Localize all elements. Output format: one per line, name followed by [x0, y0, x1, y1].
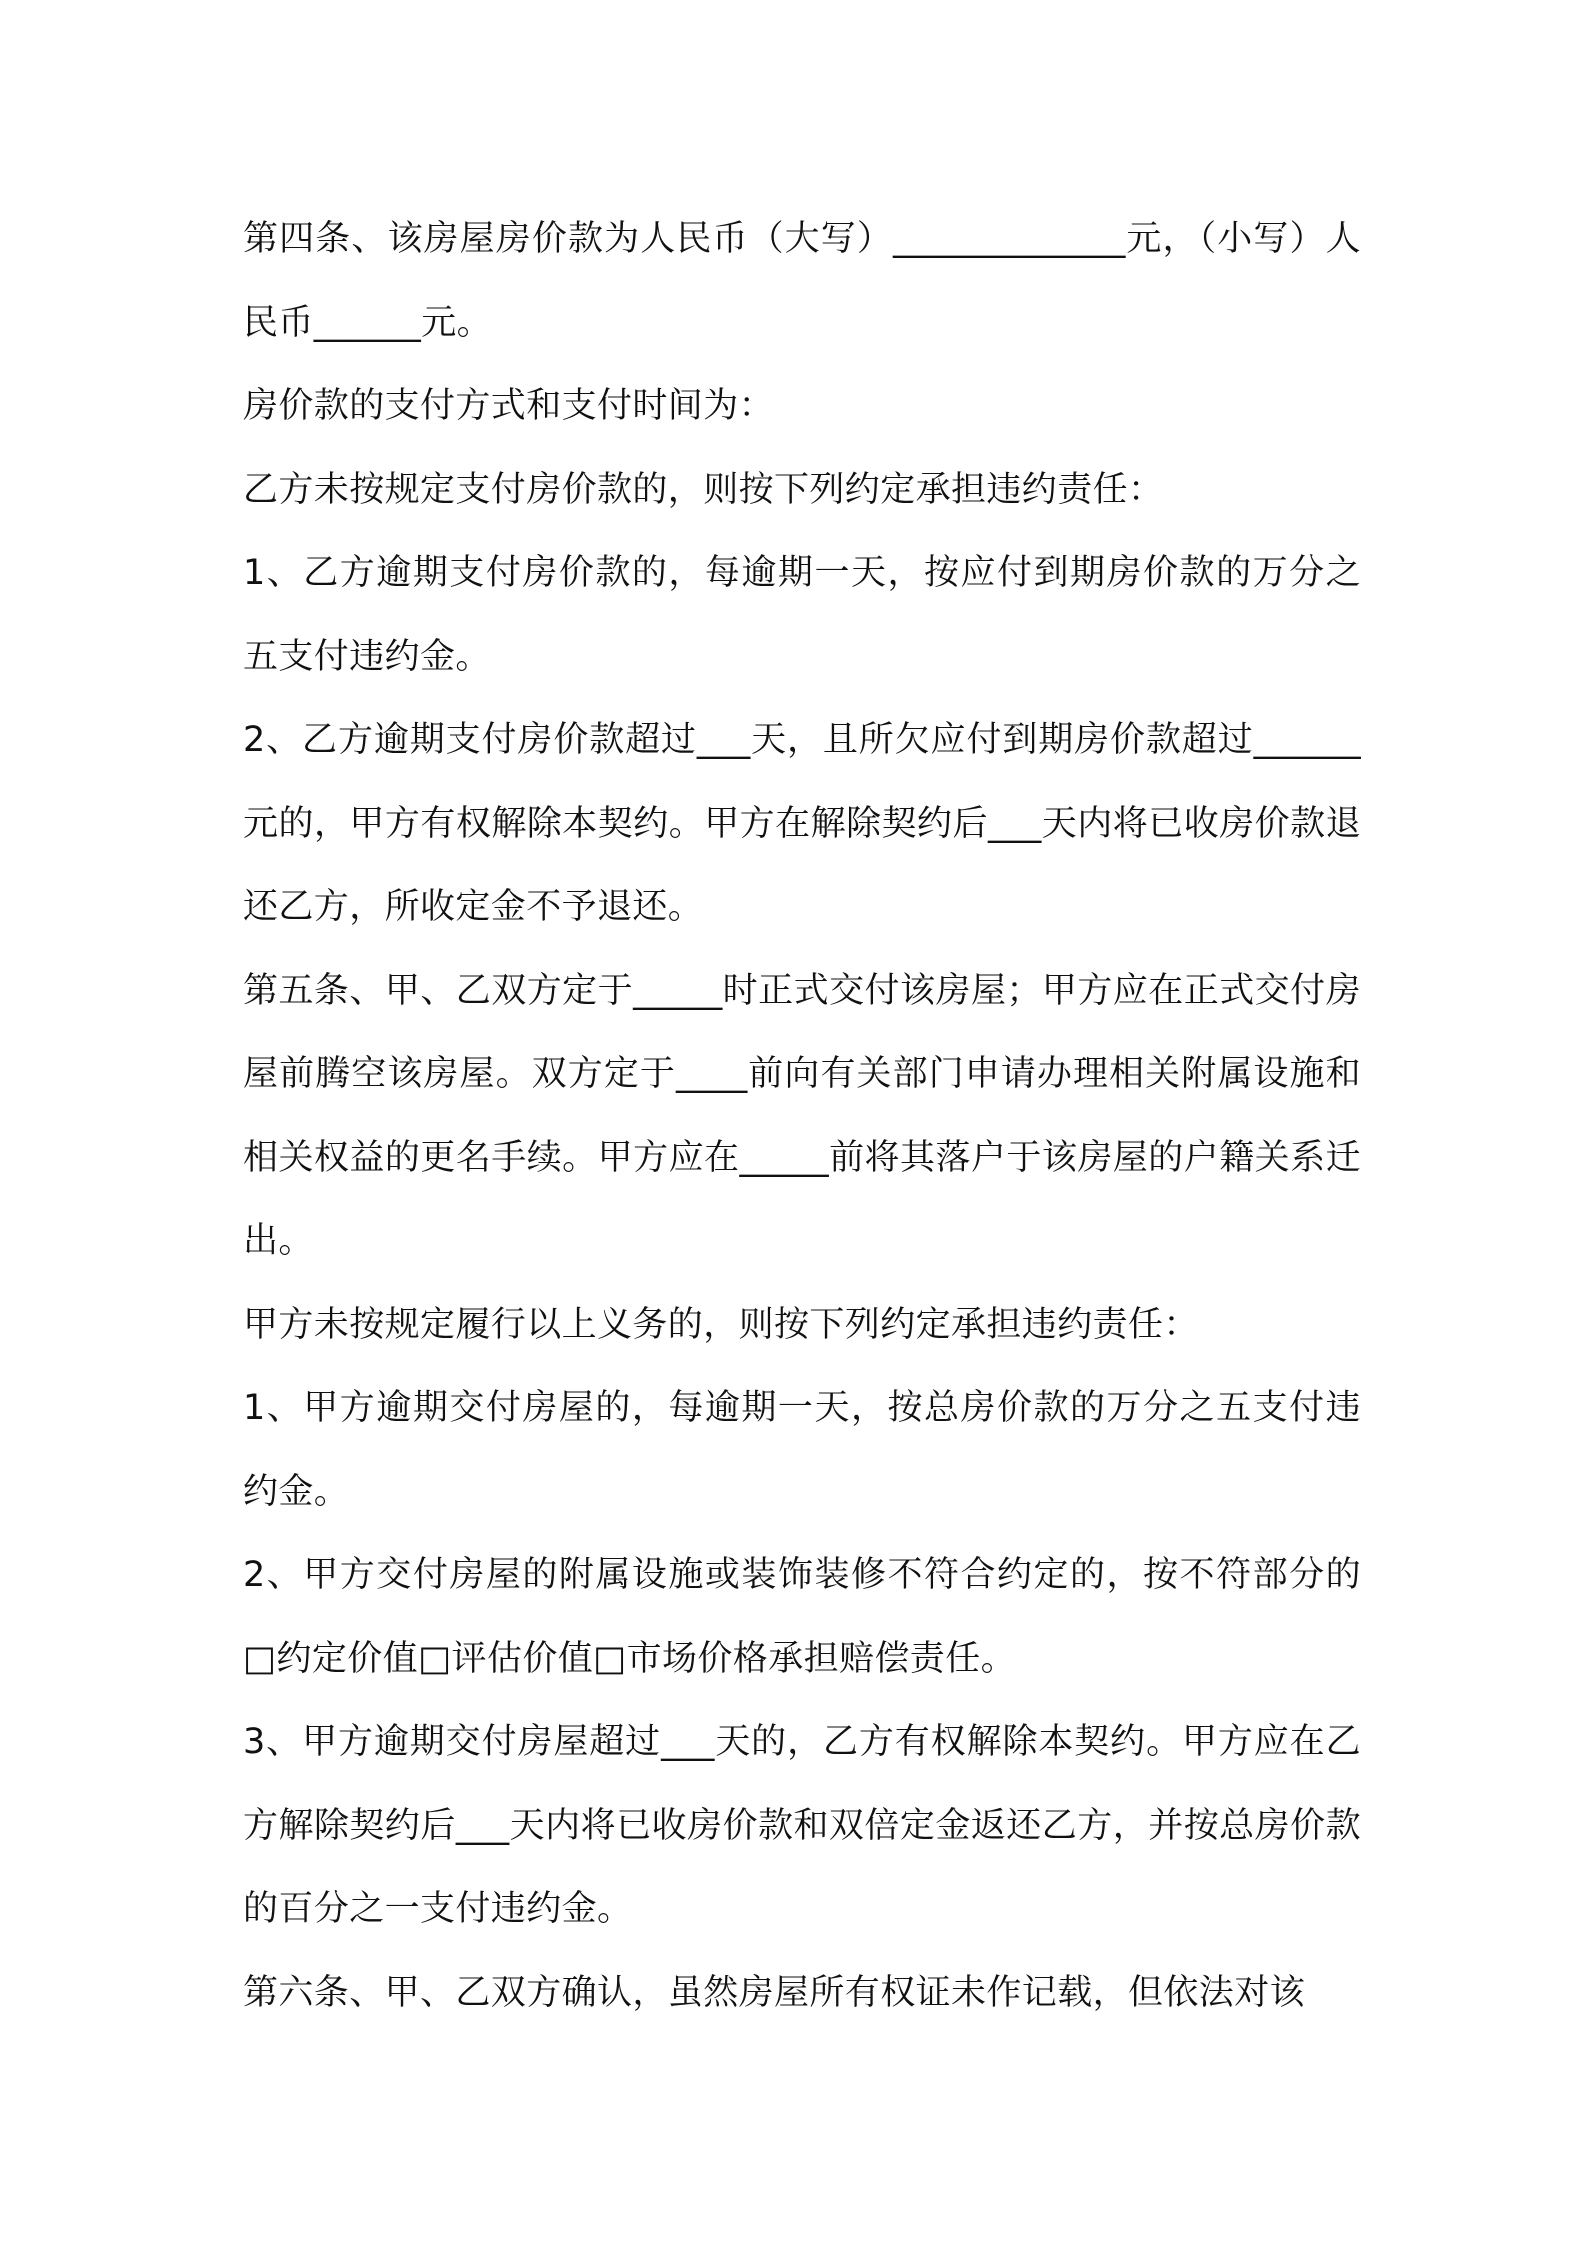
- seller-liability-item-1: 1、甲方逾期交付房屋的，每逾期一天，按总房价款的万分之五支付违约金。: [243, 1388, 1361, 1512]
- article-5-delivery-paragraph: 第五条、甲、乙双方定于_____时正式交付该房屋；甲方应在正式交付房屋前腾空该房屋。双方定于____前向有关部门申请办理相关附属设施和相关权益的更名手续。甲方应在_____前将其落户于该房屋的户籍关系迁出。: [243, 970, 1361, 1261]
- payment-method-paragraph: 房价款的支付方式和支付时间为：: [243, 386, 775, 426]
- article-4-price-paragraph: 第四条、该房屋房价款为人民币（大写）_____________元，（小写）人民币______元。: [243, 219, 1361, 343]
- seller-liability-item-2: 2、甲方交付房屋的附属设施或装饰装修不符合约定的，按不符部分的□约定价值□评估价值□市场价格承担赔偿责任。: [243, 1555, 1361, 1679]
- seller-liability-intro-paragraph: 甲方未按规定履行以上义务的，则按下列约定承担违约责任：: [243, 1304, 1199, 1345]
- seller-liability-item-3: 3、甲方逾期交付房屋超过___天的，乙方有权解除本契约。甲方应在乙方解除契约后___天内将已收房价款和双倍定金返还乙方，并按总房价款的百分之一支付违约金。: [243, 1722, 1361, 1929]
- contract-body: [243, 198, 1361, 2035]
- article-6-paragraph: 第六条、甲、乙双方确认，虽然房屋所有权证未作记载，但依法对该: [243, 1972, 1306, 2013]
- buyer-liability-intro-paragraph: 乙方未按规定支付房价款的，则按下列约定承担违约责任：: [243, 469, 1164, 510]
- buyer-liability-item-2: 2、乙方逾期支付房价款超过___天，且所欠应付到期房价款超过______元的，甲方有权解除本契约。甲方在解除契约后___天内将已收房价款退还乙方，所收定金不予退还。: [243, 720, 1361, 927]
- buyer-liability-item-1: 1、乙方逾期支付房价款的，每逾期一天，按应付到期房价款的万分之五支付违约金。: [243, 553, 1361, 677]
